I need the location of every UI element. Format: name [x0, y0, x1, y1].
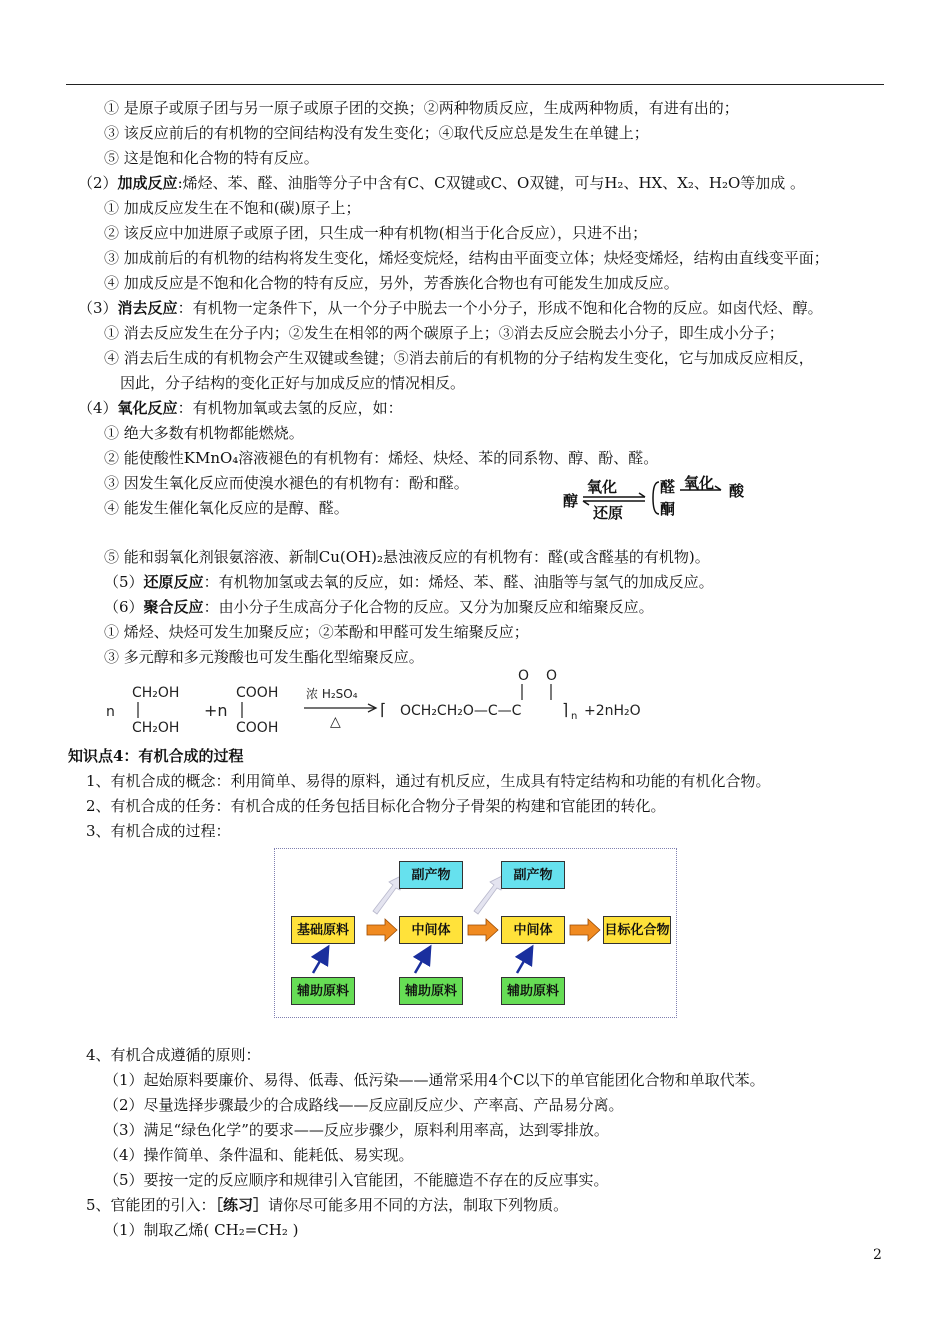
polymerization-point-2: ③ 多元醇和多元羧酸也可发生酯化型缩聚反应。	[104, 648, 424, 666]
oxidation-point-5: ⑤ 能和弱氧化剂银氨溶液、新制Cu(OH)₂悬浊液反应的有机物有：醛(或含醛基的有机物)。	[104, 548, 710, 566]
reduction-prefix: （5）	[104, 573, 144, 591]
oxidation-point-2: ② 能使酸性KMnO₄溶液褪色的有机物有：烯烃、炔烃、苯的同系物、醇、酚、醛。	[104, 449, 659, 467]
polymerization-point-1: ① 烯烃、炔烃可发生加聚反应；②苯酚和甲醛可发生缩聚反应；	[104, 623, 529, 641]
node-byproduct-2: 副产物	[501, 861, 565, 889]
principles-heading: 4、有机合成遵循的原则：	[86, 1046, 261, 1064]
scheme-aldehyde: 醛	[660, 478, 676, 496]
header-rule	[66, 84, 884, 85]
node-auxiliary-2: 辅助原料	[399, 977, 463, 1005]
polyester-equation	[100, 664, 660, 744]
addition-point-2: ② 该反应中加进原子或原子团，只生成一种有机物(相当于化合反应），只进不出；	[104, 224, 648, 242]
functional-prefix: 5、官能团的引入：	[86, 1196, 216, 1214]
addition-point-4: ④ 加成反应是不饱和化合物的特有反应，另外，芳香族化合物也有可能发生加成反应。	[104, 274, 679, 292]
principle-3: （3）满足“绿色化学”的要求——反应步骤少，原料利用率高，达到零排放。	[104, 1121, 609, 1139]
question-1: （1）制取乙烯( CH₂=CH₂ )	[104, 1221, 299, 1239]
principle-1: （1）起始原料要廉价、易得、低毒、低污染——通常采用4个C以下的单官能团化合物和单取代苯。	[104, 1071, 765, 1089]
eq-oxygen-1: O	[518, 668, 530, 684]
eq-heat: △	[330, 714, 341, 730]
elimination-prefix: （3）	[78, 299, 118, 317]
eq-bracket-open: ⌈	[380, 700, 387, 719]
eq-product: OCH₂CH₂O—C—C	[400, 703, 522, 719]
scheme-acid: 酸	[729, 482, 745, 500]
redox-scheme	[563, 476, 763, 522]
oxidation-title: 氧化反应	[117, 399, 178, 417]
addition-point-3: ③ 加成前后的有机物的结构将发生变化，烯烃变烷烃，结构由平面变立体；炔烃变烯烃，结构由直线变平面；	[104, 249, 829, 267]
elimination-point-2: ④ 消去后生成的有机物会产生双键或叁键；⑤消去前后的有机物的分子结构发生变化，它与加成反应相反，	[104, 349, 814, 367]
eq-acid-bottom: COOH	[236, 720, 279, 736]
page-number: 2	[873, 1247, 882, 1263]
oxidation-point-3: ③ 因发生氧化反应而使溴水褪色的有机物有：酚和醛。	[104, 474, 469, 492]
polymerization-intro-text: ：由小分子生成高分子化合物的反应。又分为加聚反应和缩聚反应。	[203, 598, 654, 616]
scheme-alcohol: 醇	[563, 492, 579, 510]
scheme-oxidize-label: 氧化	[587, 478, 618, 496]
oxidation-intro	[78, 398, 403, 418]
reduction-intro	[104, 572, 714, 592]
node-auxiliary-3: 辅助原料	[501, 977, 565, 1005]
scheme-oxidize2-label: 氧化	[684, 474, 715, 492]
node-base-material: 基础原料	[291, 916, 355, 944]
exercise-tag: ［练习］	[215, 1196, 269, 1214]
addition-intro-text: :烯烃、苯、醛、油脂等分子中含有C、C双键或C、O双键，可与H₂、HX、X₂、H₂O等加成 。	[177, 174, 806, 192]
polymerization-title: 聚合反应	[143, 598, 204, 616]
principle-4: （4）操作简单、条件温和、能耗低、易实现。	[104, 1146, 414, 1164]
polymerization-intro	[104, 597, 654, 617]
oxidation-intro-text: ：有机物加氧或去氢的反应，如：	[177, 399, 403, 417]
node-intermediate-2: 中间体	[501, 916, 565, 944]
node-byproduct-1: 副产物	[399, 861, 463, 889]
polymerization-prefix: （6）	[104, 598, 144, 616]
knowledge4-heading: 知识点4：有机合成的过程	[68, 747, 244, 765]
eq-bracket-close: ⌉	[562, 700, 569, 719]
elimination-intro	[78, 298, 823, 318]
eq-acid-top: COOH	[236, 685, 279, 701]
substitution-line-3: ⑤ 这是饱和化合物的特有反应。	[104, 149, 319, 167]
substitution-line-1: ① 是原子或原子团与另一原子或原子团的交换；②两种物质反应，生成两种物质，有进有出的；	[104, 99, 739, 117]
addition-point-1: ① 加成反应发生在不饱和(碳)原子上；	[104, 199, 361, 217]
addition-title: 加成反应	[117, 174, 178, 192]
principle-2: （2）尽量选择步骤最少的合成路线——反应副反应少、产率高、产品易分离。	[104, 1096, 624, 1114]
eq-subscript-n: n	[571, 711, 578, 722]
eq-n1: n	[106, 704, 115, 720]
knowledge4-item-2: 2、有机合成的任务：有机合成的任务包括目标化合物分子骨架的构建和官能团的转化。	[86, 797, 666, 815]
reduction-intro-text: ：有机物加氢或去氧的反应，如：烯烃、苯、醛、油脂等与氢气的加成反应。	[203, 573, 714, 591]
knowledge4-item-1: 1、有机合成的概念：利用简单、易得的原料，通过有机反应，生成具有特定结构和功能的有机化合物。	[86, 772, 771, 790]
reduction-title: 还原反应	[143, 573, 204, 591]
oxidation-prefix: （4）	[78, 399, 118, 417]
oxidation-point-4: ④ 能发生催化氧化反应的是醇、醛。	[104, 499, 349, 517]
scheme-reduce-label: 还原	[593, 504, 624, 522]
functional-intro	[86, 1195, 568, 1215]
elimination-point-1: ① 消去反应发生在分子内；②发生在相邻的两个碳原子上；③消去反应会脱去小分子，即生成小分子；	[104, 324, 784, 342]
node-auxiliary-1: 辅助原料	[291, 977, 355, 1005]
eq-diol-top: CH₂OH	[132, 685, 180, 701]
elimination-point-3: 因此，分子结构的变化正好与加成反应的情况相反。	[120, 374, 466, 392]
eq-catalyst: 浓 H₂SO₄	[306, 687, 358, 701]
elimination-intro-text: ：有机物一定条件下，从一个分子中脱去一个小分子，形成不饱和化合物的反应。如卤代烃、醇。	[177, 299, 823, 317]
eq-water: +2nH₂O	[584, 703, 641, 719]
functional-rest: 请你尽可能多用不同的方法，制取下列物质。	[268, 1196, 569, 1214]
addition-prefix: （2）	[78, 174, 118, 192]
addition-intro	[78, 173, 805, 193]
substitution-line-2: ③ 该反应前后的有机物的空间结构没有发生变化；④取代反应总是发生在单键上；	[104, 124, 649, 142]
elimination-title: 消去反应	[117, 299, 178, 317]
eq-plus-n: +n	[204, 701, 228, 720]
synthesis-flow-diagram	[274, 848, 677, 1018]
eq-oxygen-2: O	[546, 668, 558, 684]
knowledge4-item-3: 3、有机合成的过程：	[86, 822, 231, 840]
eq-diol-bottom: CH₂OH	[132, 720, 180, 736]
principle-5: （5）要按一定的反应顺序和规律引入官能团，不能臆造不存在的反应事实。	[104, 1171, 609, 1189]
scheme-ketone: 酮	[660, 500, 676, 518]
node-intermediate-1: 中间体	[399, 916, 463, 944]
oxidation-point-1: ① 绝大多数有机物都能燃烧。	[104, 424, 304, 442]
node-target-compound: 目标化合物	[603, 916, 671, 944]
